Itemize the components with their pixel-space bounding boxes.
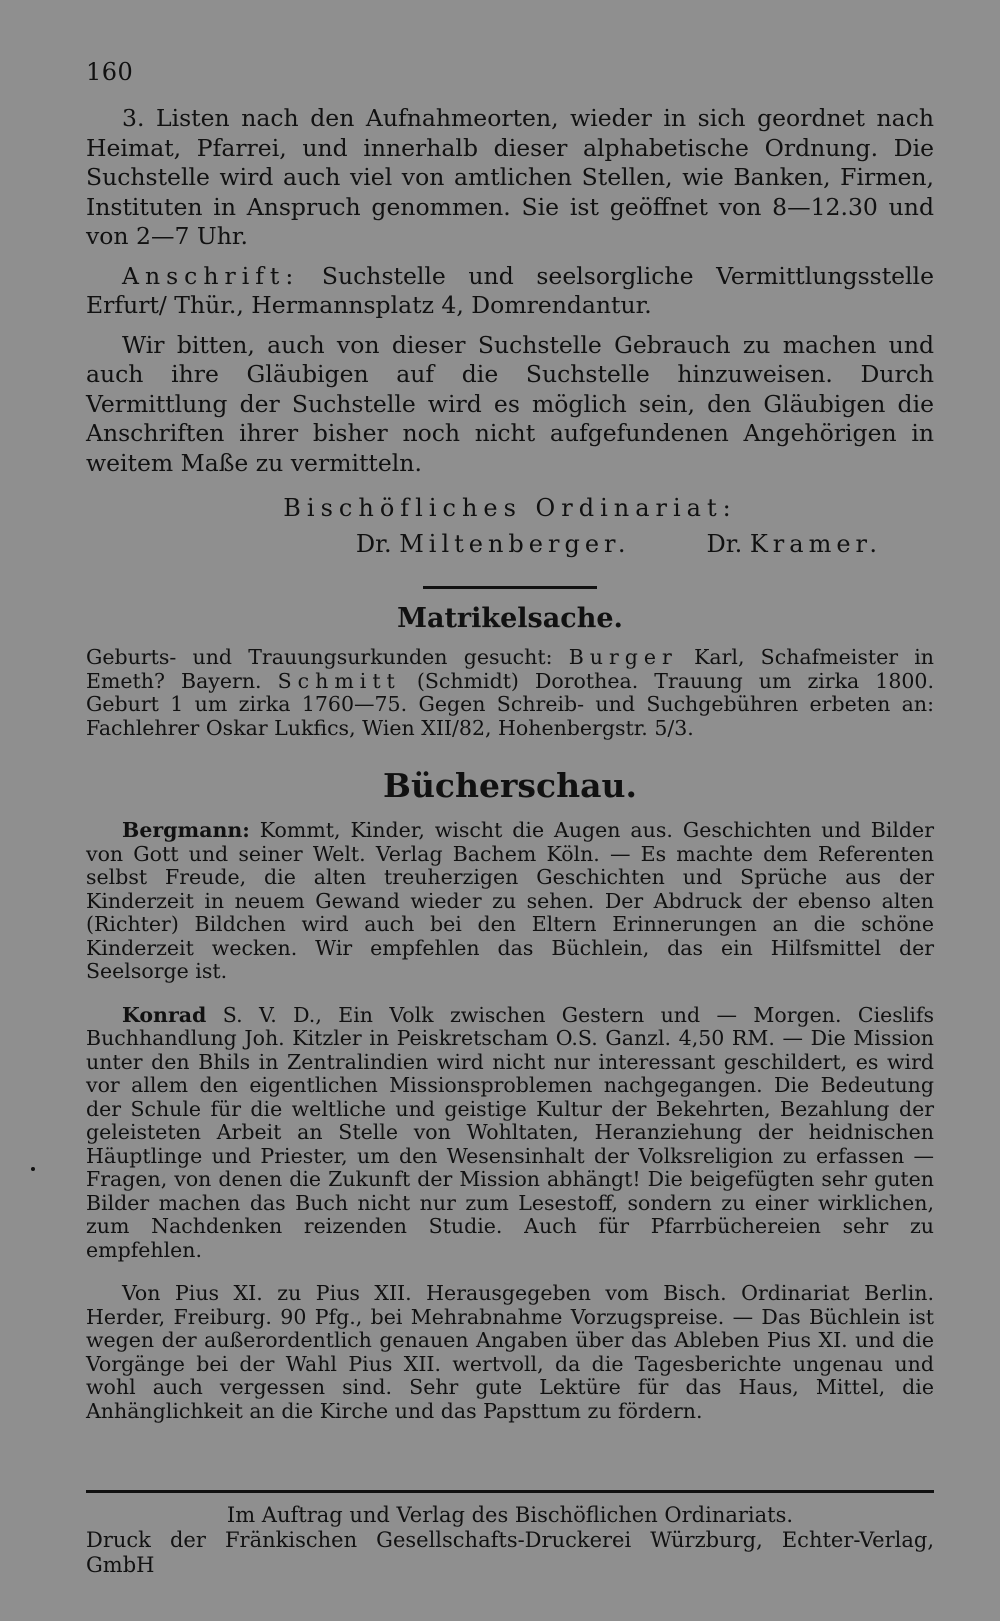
imprint-line-1: Im Auftrag und Verlag des Bischöflichen Ordinariats. (226, 1503, 794, 1527)
footer-rule (86, 1490, 934, 1493)
address-text: Suchstelle und seelsorgliche Vermittlungsstelle Erfurt/ Thür., Hermannsplatz 4, Domrendantur. (86, 261, 934, 319)
section-title-buecherschau: Bücherschau. (383, 766, 637, 805)
paragraph-request: Wir bitten, auch von dieser Suchstelle Gebrauch zu machen und auch ihre Gläubigen auf die Suchstelle hinzuweisen. Durch Vermittlung der Suchstelle wird es möglich sein, den Gläubigen die Anschriften ihrer bisher noch nicht aufgefundenen Angehörigen in weitem Maße zu vermitteln. (86, 330, 934, 477)
section-title-matrikel: Matrikelsache. (397, 603, 623, 634)
margin-mark (31, 1167, 35, 1171)
review-konrad: Konrad S. V. D., Ein Volk zwischen Gestern und — Morgen. Cieslifs Buchhandlung Joh. Kitzler in Peiskretscham O.S. Ganzl. 4,50 RM. — Die Mission unter den Bhils in Zentralindien wird nicht nur interessant geschildert, es wird vor allem den eigentlichen Missionsproblemen nachgegangen. Die Bedeutung der Schule für die weltliche und geistige Kultur der Bekehrten, Bezahlung der geleisteten Arbeit an Stelle von Wohltaten, Heranziehung der heidnischen Häuptlinge und Priester, um den Wesensinhalt der Volksreligion zu erfassen — Fragen, von denen die Zukunft der Mission abhängt! Die beigefügten sehr guten Bilder machen das Buch nicht nur zum Lesestoff, sondern zu einer wirklichen, zum Nachdenken reizenden Studie. Auch für Pfarrbüchereien sehr zu empfehlen. (86, 1002, 934, 1262)
review-pius: Von Pius XI. zu Pius XII. Herausgegeben vom Bisch. Ordinariat Berlin. Herder, Freiburg. 90 Pfg., bei Mehrabnahme Vorzugspreise. — Das Büchlein ist wegen der außerordentlich genauen Angaben über das Ableben Pius XI. und die Vorgänge bei der Wahl Pius XII. wertvoll, da die Tagesberichte ungenau und wohl auch vergessen sind. Sehr gute Lektüre für das Haus, Mittel, die Anhänglichkeit an die Kirche und das Papsttum zu fördern. (86, 1281, 934, 1423)
imprint-line-2: Druck der Fränkischen Gesellschafts-Druckerei Würzburg, Echter-Verlag, GmbH (86, 1528, 934, 1577)
paragraph-lists: 3. Listen nach den Aufnahmeorten, wieder in sich geordnet nach Heimat, Pfarrei, und innerhalb dieser alphabetische Ordnung. Die Suchstelle wird auch viel von amtlichen Stellen, wie Banken, Firmen, Instituten in Anspruch genommen. Sie ist geöffnet von 8—12.30 und von 2—7 Uhr. (86, 104, 934, 250)
paragraph-matrikel: Geburts- und Trauungsurkunden gesucht: Burger Karl, Schafmeister in Emeth? Bayern. Schmitt (Schmidt) Dorothea. Trauung um zirka 1800. Geburt 1 um zirka 1760—75. Gegen Schreib- und Suchgebühren erbeten an: Fachlehrer Oskar Lukfics, Wien XII/82, Hohenbergstr. 5/3. (86, 645, 935, 740)
review-author: Bergmann: (122, 818, 250, 842)
page-number: 160 (86, 58, 134, 86)
signature-organization: Bischöfliches Ordinariat: (283, 494, 737, 522)
document-page (86, 58, 934, 1423)
review-author: Konrad (122, 1002, 207, 1027)
signature-name-2: Dr. Kramer. (706, 530, 882, 558)
section-divider (423, 586, 597, 589)
paragraph-address (86, 262, 934, 321)
address-label: Anschrift: (122, 261, 300, 290)
signature-name-1: Dr. Miltenberger. (355, 530, 631, 558)
review-bergmann: Bergmann: Kommt, Kinder, wischt die Augen aus. Geschichten und Bilder von Gott und seiner Welt. Verlag Bachem Köln. — Es machte dem Referenten selbst Freude, die alten treuherzigen Geschichten und Sprüche aus der Kinderzeit in neuem Gewand wieder zu sehen. Der Abdruck der ebenso alten (Richter) Bildchen wird auch bei den Eltern Erinnerungen an die schöne Kinderzeit wecken. Wir empfehlen das Büchlein, das ein Hilfsmittel der Seelsorge ist. (86, 818, 934, 983)
signature-names (86, 530, 934, 558)
imprint-footer (86, 1490, 934, 1578)
